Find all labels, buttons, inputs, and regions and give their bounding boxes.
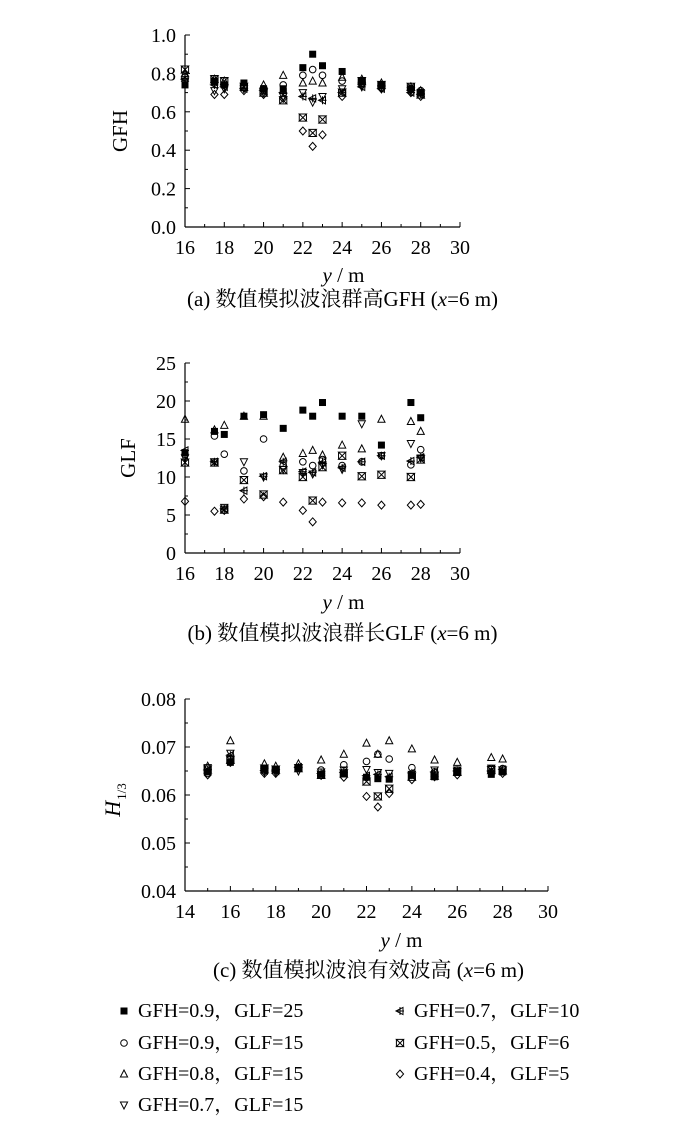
series-s5	[204, 751, 507, 781]
data-point	[221, 451, 228, 458]
legend-entry	[396, 1063, 569, 1085]
data-point	[280, 498, 287, 506]
series-s6	[181, 452, 424, 513]
data-point	[241, 468, 248, 475]
y-tick-label: 0.0	[151, 217, 176, 239]
legend-entry	[396, 1032, 569, 1054]
x-tick-label: 22	[292, 563, 313, 585]
data-point	[358, 413, 365, 420]
data-point	[309, 51, 316, 58]
data-point	[374, 803, 381, 811]
y-tick-label: 0.05	[141, 833, 176, 855]
y-tick-label: 15	[156, 429, 176, 451]
x-tick-label: 22	[292, 237, 313, 259]
x-tick-label: 18	[214, 563, 235, 585]
legend-marker-open-diamond	[396, 1070, 403, 1078]
data-point	[309, 518, 316, 526]
data-point	[407, 441, 414, 448]
legend-marker-filled-square	[121, 1008, 128, 1015]
legend-entry	[121, 1000, 304, 1022]
x-tick-label: 16	[175, 237, 195, 259]
data-point	[378, 415, 385, 422]
legend-marker-open-triangle-up	[120, 1070, 127, 1077]
data-point	[227, 737, 234, 744]
y-tick-label: 1.0	[151, 25, 176, 47]
x-tick-label: 30	[450, 563, 470, 585]
data-point	[260, 472, 268, 480]
data-point	[417, 414, 424, 421]
x-tick-label: 20	[253, 237, 274, 259]
data-point	[499, 755, 506, 762]
x-tick-label: 14	[175, 901, 195, 923]
y-tick-label: 0.07	[141, 737, 176, 759]
x-tick-label: 24	[332, 237, 353, 259]
data-point	[417, 427, 424, 434]
legend-entry	[396, 1000, 579, 1022]
y-tick-label: 10	[156, 467, 176, 489]
data-point	[319, 498, 326, 506]
x-tick-label: 26	[371, 237, 392, 259]
data-point	[386, 756, 393, 763]
y-tick-label: 0.08	[141, 689, 176, 711]
series-s1	[182, 399, 425, 456]
data-point	[407, 501, 414, 509]
x-axis-label: y / m	[380, 928, 423, 952]
y-axis-label: GFH	[108, 109, 132, 153]
y-tick-label: 0.6	[151, 101, 176, 124]
data-point	[240, 487, 248, 495]
data-point	[309, 462, 316, 469]
series-s7	[181, 493, 424, 526]
legend-marker-open-triangle-down	[120, 1102, 127, 1109]
data-point	[309, 66, 316, 73]
data-point	[374, 750, 381, 757]
x-tick-label: 28	[410, 237, 431, 259]
y-tick-label: 0	[166, 543, 176, 565]
data-point	[221, 431, 228, 438]
x-tick-label: 26	[447, 901, 468, 923]
legend-label: GFH=0.7，GLF=10	[414, 1000, 580, 1022]
data-point	[299, 407, 306, 414]
legend-label: GFH=0.9，GLF=25	[138, 1000, 304, 1022]
data-point	[417, 446, 424, 453]
data-point	[319, 62, 326, 69]
legend-marker-hourglass-x	[396, 1039, 403, 1046]
x-tick-label: 28	[410, 563, 431, 585]
data-point	[240, 495, 247, 503]
legend-label: GFH=0.5，GLF=6	[414, 1032, 570, 1054]
chart-panel-b	[116, 353, 497, 645]
legend-label: GFH=0.9，GLF=15	[138, 1032, 304, 1054]
legend-label: GFH=0.7，GLF=15	[138, 1094, 304, 1116]
data-point	[299, 64, 306, 71]
legend-label: GFH=0.4，GLF=5	[414, 1063, 570, 1085]
data-point	[378, 442, 385, 449]
y-axis-label: $H_{1/3}$	[100, 783, 129, 817]
series-s6	[204, 756, 506, 800]
data-point	[309, 497, 316, 504]
data-point	[358, 499, 365, 507]
x-tick-label: 24	[401, 901, 422, 923]
data-point	[358, 445, 365, 452]
y-tick-label: 0.04	[141, 881, 176, 903]
data-point	[240, 459, 247, 466]
data-point	[280, 425, 287, 432]
series-s7	[204, 758, 506, 811]
data-point	[309, 77, 316, 84]
data-point	[358, 421, 365, 428]
data-point	[319, 451, 326, 458]
data-point	[417, 500, 424, 508]
y-tick-label: 0.2	[151, 178, 176, 201]
x-axis-label: y / m	[322, 590, 365, 614]
data-point	[363, 739, 370, 746]
data-point	[408, 745, 415, 752]
data-point	[319, 72, 326, 79]
y-tick-label: 5	[166, 505, 176, 527]
panel-caption: (a) 数值模拟波浪群高GFH (x=6 m)	[186, 287, 499, 311]
x-tick-label: 20	[311, 901, 332, 923]
data-point	[260, 491, 267, 498]
data-point	[299, 127, 306, 135]
data-point	[299, 92, 307, 100]
data-point	[340, 750, 347, 757]
legend-entry	[121, 1032, 304, 1054]
data-point	[339, 441, 346, 448]
data-point	[407, 418, 414, 425]
data-point	[374, 793, 381, 800]
legend-marker-triangle-left-cross	[396, 1007, 404, 1015]
x-tick-label: 18	[214, 237, 235, 259]
y-tick-label: 20	[156, 391, 176, 413]
y-tick-label: 25	[156, 353, 176, 375]
data-point	[358, 473, 365, 480]
chart-panel-c	[100, 689, 558, 982]
data-point	[300, 459, 307, 466]
data-point	[280, 71, 287, 78]
data-point	[386, 737, 393, 744]
data-point	[339, 413, 346, 420]
x-tick-label: 18	[265, 901, 286, 923]
data-point	[299, 449, 306, 456]
x-tick-label: 24	[332, 563, 353, 585]
y-tick-label: 0.4	[151, 140, 176, 163]
data-point	[309, 468, 317, 476]
legend	[120, 1000, 579, 1116]
chart-panel-a	[108, 25, 498, 311]
data-point	[386, 785, 393, 792]
data-point	[319, 79, 326, 86]
data-point	[221, 421, 228, 428]
data-point	[319, 116, 326, 123]
legend-entry	[120, 1094, 303, 1116]
data-point	[319, 131, 326, 139]
data-point	[299, 79, 306, 86]
data-point	[319, 399, 326, 406]
x-tick-label: 16	[175, 563, 195, 585]
data-point	[339, 452, 346, 459]
data-point	[309, 129, 316, 136]
data-point	[318, 756, 325, 763]
data-point	[309, 446, 316, 453]
x-tick-label: 16	[220, 901, 241, 923]
x-tick-label: 30	[450, 237, 470, 259]
panel-caption: (b) 数值模拟波浪群长GLF (x=6 m)	[187, 621, 498, 645]
x-tick-label: 30	[538, 901, 558, 923]
data-point	[488, 754, 495, 761]
legend-entry	[120, 1063, 303, 1085]
data-point	[358, 458, 366, 466]
x-tick-label: 26	[371, 563, 392, 585]
data-point	[309, 413, 316, 420]
data-point	[300, 72, 307, 79]
x-tick-label: 20	[253, 563, 274, 585]
x-axis-label: y / m	[322, 263, 365, 287]
y-tick-label: 0.8	[151, 63, 176, 86]
data-point	[339, 499, 346, 507]
data-point	[211, 507, 218, 515]
data-point	[319, 96, 327, 104]
data-point	[407, 473, 414, 480]
y-tick-label: 0.06	[141, 785, 176, 807]
series-s3	[204, 737, 506, 769]
legend-marker-open-circle	[121, 1040, 128, 1047]
series-s6	[181, 66, 424, 137]
data-point	[309, 142, 316, 150]
y-axis-label: GLF	[116, 438, 140, 478]
x-tick-label: 22	[356, 901, 377, 923]
data-point	[260, 436, 267, 443]
x-tick-label: 28	[492, 901, 513, 923]
data-point	[454, 758, 461, 765]
data-point	[363, 758, 370, 765]
data-point	[407, 399, 414, 406]
data-point	[299, 114, 306, 121]
data-point	[240, 476, 247, 483]
panel-caption: (c) 数值模拟波浪有效波高 (x=6 m)	[212, 958, 525, 982]
data-point	[431, 756, 438, 763]
legend-label: GFH=0.8，GLF=15	[138, 1063, 304, 1085]
data-point	[299, 506, 306, 514]
data-point	[378, 501, 385, 509]
data-point	[378, 471, 385, 478]
data-point	[363, 792, 370, 800]
